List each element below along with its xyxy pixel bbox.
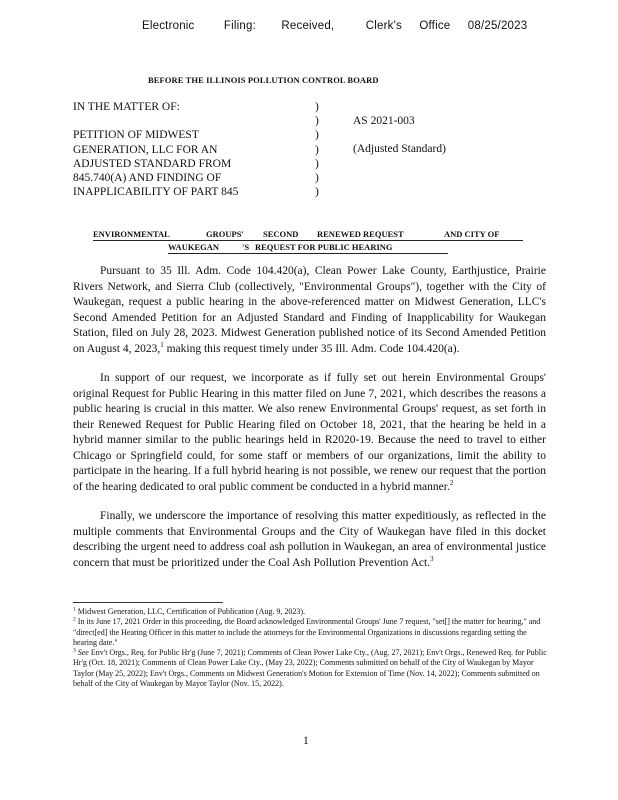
caption-paren: ) [315,101,319,113]
footnote-text: Env't Orgs., Req. for Public Hr'g (June 7, 2021); Comments of Clean Power Lake Cty., (Aug. 27, 2021); Env't Orgs., Renewed Req. for Public Hr'g (Oct. 18, 2021); Comments of Clean Power Lake Cty., (May 23, 2022); Comments submitted on behalf of the City of Waukegan by Mayor Taylor (May 25, 2022); Env't Orgs., Comments on Midwest Generation's Motion for Extension of Time (Nov. 14, 2022); Comments submitted on behalf of the City of Waukegan by Mayor Taylor (Nov. 15, 2022). [73,648,547,689]
case-type: (Adjusted Standard) [353,143,446,155]
paragraph-1 [73,264,546,357]
paragraph-3 [73,509,546,571]
paragraph-1-text: Pursuant to 35 Ill. Adm. Code 104.420(a), Clean Power Lake County, Earthjustice, Prairie Rivers Network, and Sierra Club (collectively, "Environmental Groups"), together with the City of Waukegan, request a public hearing in the above-referenced matter on Midwest Generation, LLC's Second Amended Petition for an Adjusted Standard and Finding of Inapplicability for Waukegan Station, filed on July 28, 2023. Midwest Generation published notice of its Second Amended Petition on August 4, 2023, [73,265,546,355]
header-clerks: Clerk's [365,20,402,32]
footnote-mark: 2 [449,478,454,487]
footnote-number: 2 [73,616,76,623]
paragraph-2-text: In support of our request, we incorporate as if fully set out herein Environmental Groups' original Request for Public Hearing in this matter filed on June 7, 2021, which describes the reasons a public hearing is crucial in this matter. We also renew Environmental Groups' request, as set forth in their Renewed Request for Public Hearing filed on October 18, 2021, that the hearing be held in a hybrid manner similar to the public hearings held in R2020-19. Because the need to travel to either Chicago or Springfield could, for some staff or members of our organizations, limit the ability to participate in the hearing. If a full hybrid hearing is not possible, we renew our request that the portion of the hearing dedicated to oral public comment be conducted in a hybrid manner. [73,372,546,493]
footnote-divider [73,602,223,603]
caption-line: PETITION OF MIDWEST [73,129,199,142]
caption-paren: ) [315,157,319,170]
caption-line: IN THE MATTER OF: [73,101,180,113]
header-received: Received, [281,20,335,32]
paragraph-3-text: Finally, we underscore the importance of resolving this matter expeditiously, as reflected in the multiple comments that Environmental Groups and the City of Waukegan have filed in this docket describing the urgent need to address coal ash pollution in Waukegan, an area of environmental justice concern that must be prioritized under the Coal Ash Pollution Prevention Act. [73,510,546,569]
paragraph-1-tail: making this request timely under 35 Ill. Adm. Code 104.420(a). [166,342,460,355]
caption-paren: ) [315,186,319,199]
title-line-1 [93,228,523,241]
caption-line: GENERATION, LLC FOR AN [73,143,218,156]
header-filing: Filing: [223,20,256,32]
title-word: WAUKEGAN [168,242,220,252]
paragraph-2 [73,371,546,495]
board-title: BEFORE THE ILLINOIS POLLUTION CONTROL BOARD [148,75,379,85]
header-date: 08/25/2023 [467,20,528,32]
caption-paren: ) [315,171,319,184]
footnote-number: 3 [73,647,76,654]
title-word: GROUPS' [206,229,244,239]
caption-paren: ) [315,115,319,128]
footnotes [73,607,548,689]
caption-line [73,114,308,128]
caption-parties [73,100,308,199]
footnote-number: 1 [73,606,76,613]
title-word: 'S [242,242,250,252]
title-word: REQUEST FOR PUBLIC HEARING [255,242,393,252]
footnote-mark: 3 [430,554,434,563]
footnote-mark: 1 [160,340,164,349]
title-word: ENVIRONMENTAL [93,229,170,239]
footnote-signal: See [77,648,89,658]
body-text [73,264,546,585]
footnote-text: Midwest Generation, LLC, Certification of Publication (Aug. 9, 2023). [77,607,306,616]
title-word: AND CITY OF [444,229,500,239]
case-number: AS 2021-003 [353,115,415,127]
caption-paren: ) [315,143,319,156]
footnote-1 [73,607,548,617]
footnote-3 [73,648,548,689]
caption-line: ADJUSTED STANDARD FROM [73,157,232,170]
header-office: Office [419,20,451,32]
title-word: RENEWED REQUEST [317,229,404,239]
title-line-2 [168,241,448,254]
header-electronic: Electronic [142,20,195,32]
filing-header [142,20,527,32]
caption-line: 845.740(A) AND FINDING OF [73,171,222,184]
caption-line: INAPPLICABILITY OF PART 845 [73,186,239,199]
page-number: 1 [303,735,309,747]
caption-paren: ) [315,129,319,142]
document-title [93,228,523,254]
footnote-text: In its June 17, 2021 Order in this proceeding, the Board acknowledged Environmental Groups' June 7 request, "set[] the matter for hearing," and "direct[ed] the Hearing Officer in this matter to include the attorneys for the Environmental Organizations in discussions regarding setting the hearing date." [73,617,541,647]
footnote-2 [73,617,548,648]
caption-parentheses [315,100,325,199]
title-word: SECOND [263,229,299,239]
